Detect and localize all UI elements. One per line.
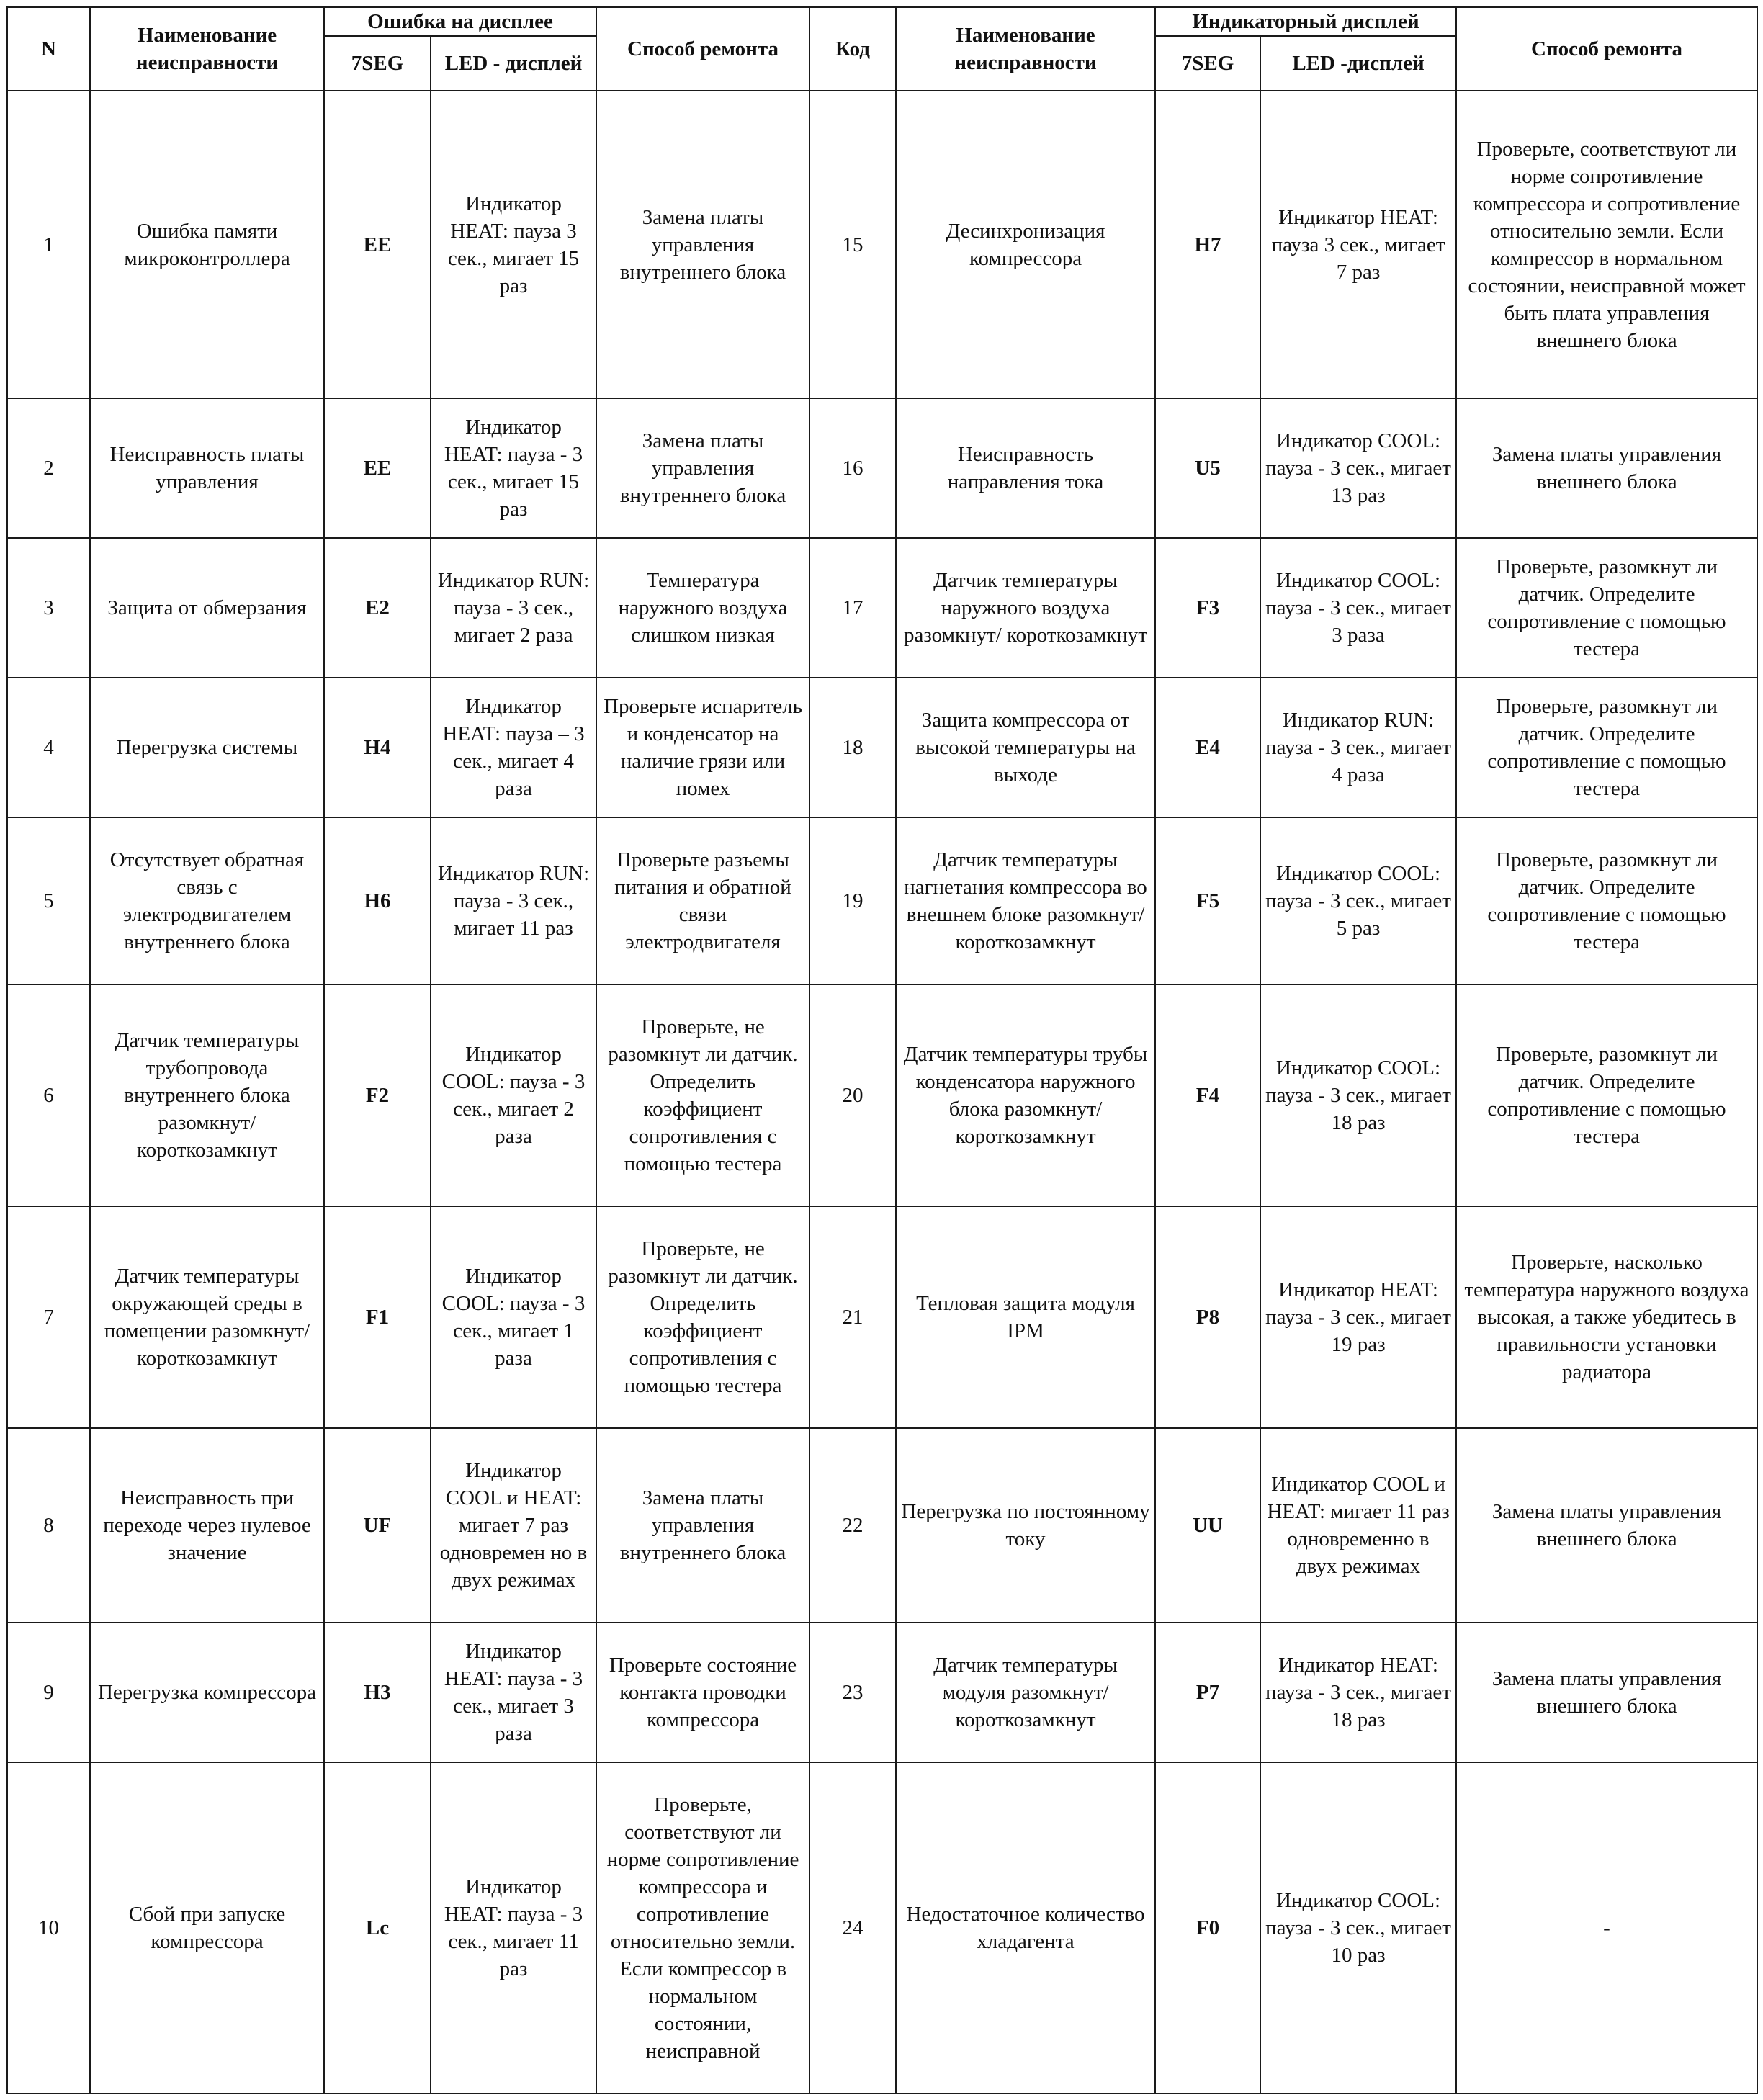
cell-repair-method-2: Проверьте, соответствуют ли норме сопротивление компрессора и сопротивление относительно земли. Если компрессор в нормальном состоянии, неисправной может быть плата управления внешнего блока [1456, 91, 1757, 398]
header-7seg-2: 7SEG [1155, 36, 1260, 91]
cell-led-indication-2: Индикатор COOL и HEAT: мигает 11 раз одновременно в двух режимах [1260, 1428, 1456, 1623]
cell-7seg-code: UF [324, 1428, 431, 1623]
cell-n: 10 [7, 1762, 90, 2094]
cell-7seg-code: H6 [324, 817, 431, 984]
cell-repair-method-2: Проверьте, разомкнут ли датчик. Определите сопротивление с помощью тестера [1456, 678, 1757, 817]
cell-led-indication: Индикатор RUN: пауза - 3 сек., мигает 11 раз [431, 817, 596, 984]
cell-fault-name-2: Защита компрессора от высокой температуры на выходе [896, 678, 1155, 817]
cell-code: 20 [809, 984, 896, 1206]
cell-repair-method: Проверьте разъемы питания и обратной связи электродвигателя [596, 817, 809, 984]
cell-n: 7 [7, 1206, 90, 1428]
cell-repair-method: Проверьте, соответствуют ли норме сопротивление компрессора и сопротивление относительно земли. Если компрессор в нормальном состоянии, неисправной [596, 1762, 809, 2094]
cell-fault-name: Неисправность платы управления [90, 398, 324, 538]
cell-fault-name: Датчик температуры окружающей среды в помещении разомкнут/ короткозамкнут [90, 1206, 324, 1428]
cell-code: 18 [809, 678, 896, 817]
cell-n: 5 [7, 817, 90, 984]
cell-repair-method: Проверьте испаритель и конденсатор на наличие грязи или помех [596, 678, 809, 817]
cell-fault-name: Перегрузка компрессора [90, 1623, 324, 1762]
cell-led-indication: Индикатор HEAT: пауза - 3 сек., мигает 11 раз [431, 1762, 596, 2094]
cell-n: 9 [7, 1623, 90, 1762]
table-row [7, 1762, 1757, 2094]
cell-repair-method-2: Проверьте, разомкнут ли датчик. Определите сопротивление с помощью тестера [1456, 817, 1757, 984]
table-row [7, 984, 1757, 1206]
header-n: N [7, 7, 90, 91]
cell-code: 24 [809, 1762, 896, 2094]
table-row [7, 1623, 1757, 1762]
cell-fault-name-2: Недостаточное количество хладагента [896, 1762, 1155, 2094]
cell-7seg-code: F1 [324, 1206, 431, 1428]
cell-7seg-code: E2 [324, 538, 431, 678]
cell-n: 1 [7, 91, 90, 398]
header-display-error: Ошибка на дисплее [324, 7, 596, 36]
cell-fault-name-2: Датчик температуры трубы конденсатора наружного блока разомкнут/ короткозамкнут [896, 984, 1155, 1206]
cell-repair-method: Замена платы управления внутреннего блока [596, 1428, 809, 1623]
header-repair-method: Способ ремонта [596, 7, 809, 91]
cell-code: 19 [809, 817, 896, 984]
cell-fault-name: Неисправность при переходе через нулевое значение [90, 1428, 324, 1623]
cell-fault-name-2: Датчик температуры наружного воздуха разомкнут/ короткозамкнут [896, 538, 1155, 678]
cell-code: 15 [809, 91, 896, 398]
cell-repair-method: Замена платы управления внутреннего блока [596, 398, 809, 538]
cell-fault-name: Отсутствует обратная связь с электродвигателем внутреннего блока [90, 817, 324, 984]
cell-led-indication: Индикатор HEAT: пауза 3 сек., мигает 15 раз [431, 91, 596, 398]
cell-7seg-code: Lc [324, 1762, 431, 2094]
cell-fault-name: Ошибка памяти микроконтроллера [90, 91, 324, 398]
cell-fault-name: Сбой при запуске компрессора [90, 1762, 324, 2094]
cell-led-indication-2: Индикатор COOL: пауза - 3 сек., мигает 18 раз [1260, 984, 1456, 1206]
cell-fault-name: Защита от обмерзания [90, 538, 324, 678]
cell-repair-method: Проверьте состояние контакта проводки компрессора [596, 1623, 809, 1762]
cell-7seg-code: EE [324, 91, 431, 398]
cell-repair-method-2: Замена платы управления внешнего блока [1456, 1428, 1757, 1623]
cell-7seg-code: H4 [324, 678, 431, 817]
table-row [7, 538, 1757, 678]
cell-fault-name-2: Десинхронизация компрессора [896, 91, 1155, 398]
header-fault-name-2: Наименование неисправности [896, 7, 1155, 91]
cell-n: 8 [7, 1428, 90, 1623]
cell-repair-method-2: Замена платы управления внешнего блока [1456, 1623, 1757, 1762]
cell-repair-method-2: - [1456, 1762, 1757, 2094]
cell-repair-method-2: Проверьте, разомкнут ли датчик. Определите сопротивление с помощью тестера [1456, 538, 1757, 678]
cell-led-indication: Индикатор HEAT: пауза - 3 сек., мигает 3 раза [431, 1623, 596, 1762]
cell-7seg-code-2: F5 [1155, 817, 1260, 984]
cell-repair-method-2: Замена платы управления внешнего блока [1456, 398, 1757, 538]
cell-code: 17 [809, 538, 896, 678]
cell-7seg-code: H3 [324, 1623, 431, 1762]
cell-fault-name-2: Неисправность направления тока [896, 398, 1155, 538]
cell-led-indication-2: Индикатор COOL: пауза - 3 сек., мигает 5 раз [1260, 817, 1456, 984]
cell-fault-name-2: Перегрузка по постоянному току [896, 1428, 1155, 1623]
header-led-display: LED - дисплей [431, 36, 596, 91]
cell-repair-method: Проверьте, не разомкнут ли датчик. Определить коэффициент сопротивления с помощью тестера [596, 1206, 809, 1428]
cell-led-indication-2: Индикатор HEAT: пауза - 3 сек., мигает 18 раз [1260, 1623, 1456, 1762]
cell-fault-name-2: Датчик температуры модуля разомкнут/ короткозамкнут [896, 1623, 1155, 1762]
cell-led-indication: Индикатор COOL: пауза - 3 сек., мигает 1 раза [431, 1206, 596, 1428]
cell-led-indication-2: Индикатор COOL: пауза - 3 сек., мигает 10 раз [1260, 1762, 1456, 2094]
cell-7seg-code-2: P8 [1155, 1206, 1260, 1428]
cell-led-indication-2: Индикатор RUN: пауза - 3 сек., мигает 4 раза [1260, 678, 1456, 817]
table-row [7, 817, 1757, 984]
table-row [7, 1206, 1757, 1428]
header-indicator-display: Индикаторный дисплей [1155, 7, 1456, 36]
cell-repair-method: Замена платы управления внутреннего блока [596, 91, 809, 398]
table-header [7, 7, 1757, 91]
cell-7seg-code-2: P7 [1155, 1623, 1260, 1762]
cell-code: 23 [809, 1623, 896, 1762]
cell-7seg-code-2: F0 [1155, 1762, 1260, 2094]
cell-7seg-code-2: U5 [1155, 398, 1260, 538]
cell-code: 21 [809, 1206, 896, 1428]
cell-led-indication: Индикатор COOL и HEAT: мигает 7 раз одновремен но в двух режимах [431, 1428, 596, 1623]
cell-repair-method: Проверьте, не разомкнут ли датчик. Определить коэффициент сопротивления с помощью тестера [596, 984, 809, 1206]
cell-led-indication: Индикатор HEAT: пауза - 3 сек., мигает 15 раз [431, 398, 596, 538]
cell-7seg-code-2: E4 [1155, 678, 1260, 817]
cell-n: 2 [7, 398, 90, 538]
table-row [7, 678, 1757, 817]
cell-repair-method-2: Проверьте, насколько температура наружного воздуха высокая, а также убедитесь в правильности установки радиатора [1456, 1206, 1757, 1428]
header-fault-name: Наименование неисправности [90, 7, 324, 91]
cell-7seg-code: F2 [324, 984, 431, 1206]
cell-7seg-code-2: UU [1155, 1428, 1260, 1623]
cell-led-indication-2: Индикатор COOL: пауза - 3 сек., мигает 13 раз [1260, 398, 1456, 538]
header-led-display-2: LED -дисплей [1260, 36, 1456, 91]
header-7seg: 7SEG [324, 36, 431, 91]
table-body [7, 91, 1757, 2094]
table-row [7, 398, 1757, 538]
cell-n: 6 [7, 984, 90, 1206]
cell-fault-name: Перегрузка системы [90, 678, 324, 817]
cell-led-indication-2: Индикатор HEAT: пауза - 3 сек., мигает 19 раз [1260, 1206, 1456, 1428]
header-code: Код [809, 7, 896, 91]
cell-fault-name: Датчик температуры трубопровода внутреннего блока разомкнут/ короткозамкнут [90, 984, 324, 1206]
cell-led-indication-2: Индикатор HEAT: пауза 3 сек., мигает 7 раз [1260, 91, 1456, 398]
cell-code: 22 [809, 1428, 896, 1623]
cell-repair-method: Температура наружного воздуха слишком низкая [596, 538, 809, 678]
cell-fault-name-2: Тепловая защита модуля IPM [896, 1206, 1155, 1428]
cell-fault-name-2: Датчик температуры нагнетания компрессора во внешнем блоке разомкнут/ короткозамкнут [896, 817, 1155, 984]
cell-n: 3 [7, 538, 90, 678]
cell-repair-method-2: Проверьте, разомкнут ли датчик. Определите сопротивление с помощью тестера [1456, 984, 1757, 1206]
cell-code: 16 [809, 398, 896, 538]
cell-7seg-code: EE [324, 398, 431, 538]
cell-n: 4 [7, 678, 90, 817]
cell-led-indication-2: Индикатор COOL: пауза - 3 сек., мигает 3 раза [1260, 538, 1456, 678]
error-codes-table [6, 6, 1758, 2094]
cell-led-indication: Индикатор HEAT: пауза – 3 сек., мигает 4 раза [431, 678, 596, 817]
cell-led-indication: Индикатор COOL: пауза - 3 сек., мигает 2 раза [431, 984, 596, 1206]
cell-7seg-code-2: H7 [1155, 91, 1260, 398]
cell-7seg-code-2: F4 [1155, 984, 1260, 1206]
table-row [7, 1428, 1757, 1623]
cell-led-indication: Индикатор RUN: пауза - 3 сек., мигает 2 раза [431, 538, 596, 678]
table-row [7, 91, 1757, 398]
header-repair-method-2: Способ ремонта [1456, 7, 1757, 91]
cell-7seg-code-2: F3 [1155, 538, 1260, 678]
